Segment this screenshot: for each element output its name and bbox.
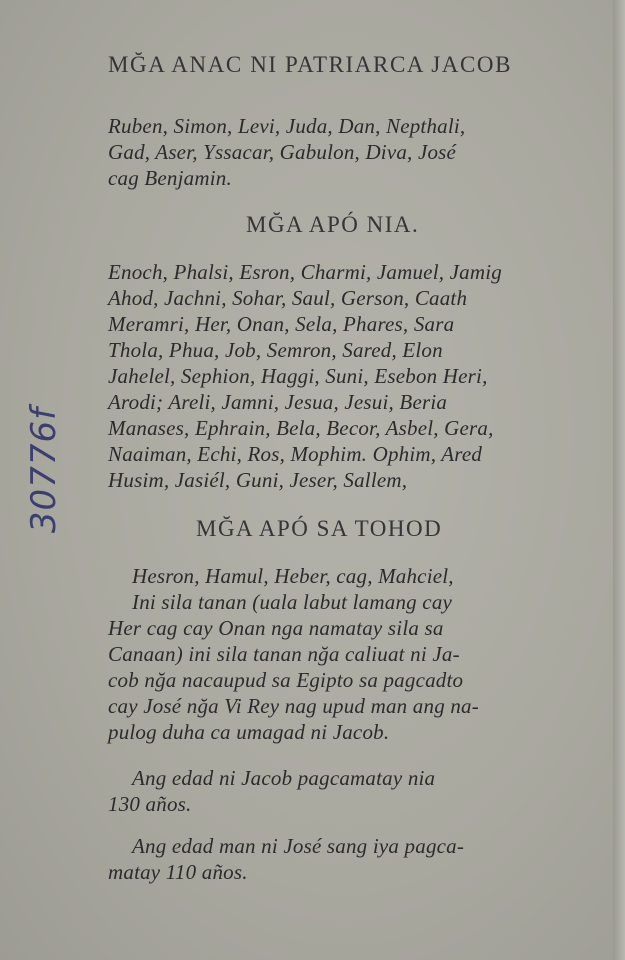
grandchildren-line: Thola, Phua, Job, Semron, Sared, Elon [108,338,443,362]
heading-great-grandchildren: MĞA APÓ SA TOHOD [196,516,443,541]
heading-grandchildren: MĞA APÓ NIA. [246,212,420,237]
sons-line: Ruben, Simon, Levi, Juda, Dan, Nepthali, [108,114,466,138]
age-jose-line: Ang edad man ni José sang iya pagca- [132,834,465,858]
age-jacob-line: 130 años. [108,792,192,816]
grandchildren-line: Enoch, Phalsi, Esron, Charmi, Jamuel, Jamig [108,260,502,284]
age-jacob-line: Ang edad ni Jacob pagcamatay nia [132,766,436,790]
grandchildren-line: Jahelel, Sephion, Haggi, Suni, Esebon Heri, [108,364,488,388]
grandchildren-line: Arodi; Areli, Jamni, Jesua, Jesui, Beria [108,390,448,414]
heading-sons: MĞA ANAC NI PATRIARCA JACOB [108,52,513,77]
great-grandchildren-line: Hesron, Hamul, Heber, cag, Mahciel, [132,564,454,588]
sons-line: cag Benjamin. [108,166,232,190]
great-grandchildren-line: Her cag cay Onan nga namatay sila sa [108,616,444,640]
grandchildren-line: Manases, Ephrain, Bela, Becor, Asbel, Gera, [108,416,494,440]
page-edge [613,0,625,960]
great-grandchildren-line: cob nğa nacaupud sa Egipto sa pagcadto [108,668,464,692]
age-jose-line: matay 110 años. [108,860,248,884]
stamp-number: 30776f [24,406,64,534]
great-grandchildren-line: cay José nğa Vi Rey nag upud man ang na- [108,694,479,718]
great-grandchildren-line: Ini sila tanan (uala labut lamang cay [132,590,453,614]
grandchildren-line: Meramri, Her, Onan, Sela, Phares, Sara [108,312,455,336]
grandchildren-line: Naaiman, Echi, Ros, Mophim. Ophim, Ared [108,442,483,466]
great-grandchildren-line: pulog duha ca umagad ni Jacob. [108,720,390,744]
grandchildren-line: Ahod, Jachni, Sohar, Saul, Gerson, Caath [108,286,468,310]
great-grandchildren-line: Canaan) ini sila tanan nğa caliuat ni Ja- [108,642,460,666]
sons-line: Gad, Aser, Yssacar, Gabulon, Diva, José [108,140,457,164]
library-stamp [12,400,76,540]
grandchildren-line: Husim, Jasiél, Guni, Jeser, Sallem, [108,468,408,492]
